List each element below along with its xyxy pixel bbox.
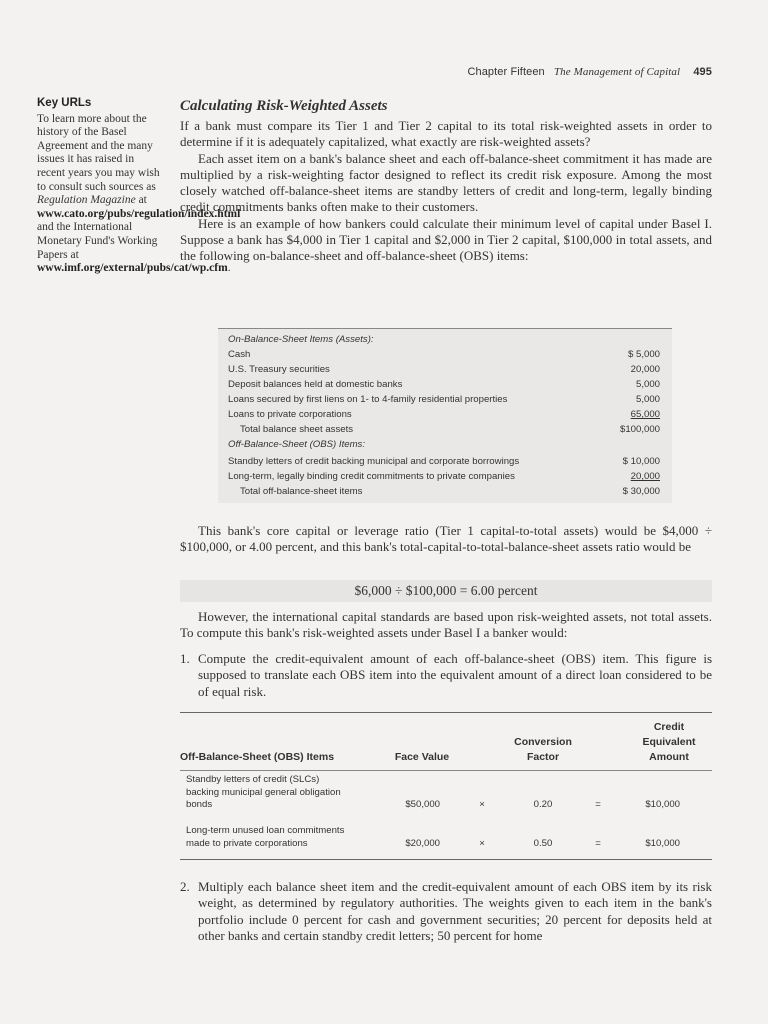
obs-item-name [186, 774, 376, 812]
column-header-factor: Factor [526, 751, 560, 763]
table-row [228, 347, 660, 362]
running-head [467, 66, 712, 78]
book-title: The Management of Capital [553, 66, 681, 78]
list-text: Multiply each balance sheet item and the credit-equivalent amount of each OBS item by its risk weight, as determined by regulatory authorities. The weights given to each item in the bank's portfolio include 0 percent for cash and government securities; 20 percent for deposits held at other banks and certain standby credit letters; 50 percent for home [198, 879, 712, 943]
column-header-conversion: Conversion [514, 736, 572, 748]
obs-item-line: Standby letters of credit (SLCs) [186, 774, 320, 785]
table-divider [180, 770, 712, 771]
item-value: 20,000 [630, 364, 660, 375]
obs-item-line: Long-term unused loan commitments [186, 825, 345, 836]
list-item [180, 879, 712, 944]
margin-note-text: . [227, 262, 231, 275]
face-value-cell: $50,000 [405, 799, 440, 810]
total-value: $100,000 [619, 424, 660, 435]
credit-equivalent-cell: $10,000 [645, 838, 680, 849]
item-value: 20,000 [630, 471, 660, 482]
ratio-paragraph-block [180, 523, 712, 556]
multiply-sign: × [479, 799, 485, 810]
item-value: 5,000 [635, 394, 660, 405]
url-link[interactable]: www.cato.org/pubs/regulation/index.html [37, 207, 241, 220]
paragraph: This bank's core capital or leverage ratio (Tier 1 capital-to-total assets) would be $4,000 ÷ $100,000, or 4.00 percent, and this bank's total-capital-to-total-balance-sheet assets ratio would be [180, 523, 712, 555]
table-header-row [228, 332, 660, 347]
obs-item-line: bonds [186, 799, 213, 810]
obs-item-line: backing municipal general obligation [186, 786, 341, 798]
margin-note-text: and the International Monetary Fund's Working Papers at [37, 221, 158, 261]
equals-sign: = [595, 799, 601, 810]
margin-note-text: To learn more about the history of the Basel Agreement and the many issues it has raised in recent years you may wish to consult such sources as [37, 112, 160, 193]
total-value: $ 30,000 [622, 486, 660, 497]
key-urls-margin-note [37, 97, 241, 276]
total-label: Total off-balance-sheet items [240, 486, 363, 497]
item-value: 65,000 [630, 409, 660, 420]
url-link[interactable]: www.imf.org/external/pubs/cat/wp.cfm [37, 262, 228, 275]
paragraph: If a bank must compare its Tier 1 and Tier 2 capital to its total risk-weighted assets in order to determine if it is adequately capitalized, what exactly are risk-weighted assets? [180, 118, 712, 150]
list-text: Compute the credit-equivalent amount of each off-balance-sheet (OBS) item. This figure is supposed to translate each OBS item into the equivalent amount of a direct loan considered to be of equal risk. [198, 651, 712, 699]
obs-credit-equivalent-table [180, 712, 712, 860]
column-header-items: Off-Balance-Sheet (OBS) Items [180, 751, 335, 763]
item-label: Deposit balances held at domestic banks [228, 379, 403, 390]
obs-item-line: made to private corporations [186, 837, 308, 849]
item-label: U.S. Treasury securities [228, 364, 330, 375]
paragraph: Here is an example of how bankers could calculate their minimum level of capital under Basel I. Suppose a bank has $4,000 in Tier 1 capital and $2,000 in Tier 2 capital, $100,000 in total assets, and the following on-balance-sheet and off-balance-sheet (OBS) items: [180, 215, 712, 264]
obs-item-name [186, 825, 376, 850]
conversion-factor-cell: 0.50 [533, 838, 553, 849]
balance-sheet-table [218, 328, 672, 503]
section-title: Calculating Risk-Weighted Assets [180, 98, 388, 114]
chapter-label: Chapter Fifteen [467, 66, 545, 78]
column-header-credit: Credit [653, 721, 685, 733]
column-header-face: Face Value [394, 751, 450, 763]
total-label: Total balance sheet assets [240, 424, 354, 435]
list-number: 1. [180, 651, 190, 666]
table-total-row [228, 484, 660, 499]
item-value: 5,000 [635, 379, 660, 390]
table-row [228, 469, 660, 484]
on-balance-header: On-Balance-Sheet Items (Assets): [228, 334, 374, 345]
list-number: 2. [180, 879, 190, 894]
off-balance-header: Off-Balance-Sheet (OBS) Items: [228, 439, 366, 450]
basel-paragraph-block [180, 609, 712, 642]
section-body [180, 98, 712, 265]
paragraph: However, the international capital standards are based upon risk-weighted assets, not total assets. To compute this bank's risk-weighted assets under Basel I a banker would: [180, 609, 712, 641]
margin-note-italic: Regulation Magazine [37, 194, 136, 207]
multiply-sign: × [479, 838, 485, 849]
item-label: Cash [228, 349, 251, 360]
item-value: $ 10,000 [622, 456, 660, 467]
table-row [228, 407, 660, 422]
item-label: Standby letters of credit backing municipal and corporate borrowings [228, 456, 520, 467]
item-label: Long-term, legally binding credit commitments to private companies [228, 471, 515, 482]
table-total-row [228, 422, 660, 437]
column-header-amount: Amount [649, 751, 689, 763]
item-label: Loans to private corporations [228, 409, 352, 420]
table-row [228, 362, 660, 377]
column-header-equivalent: Equivalent [642, 736, 696, 748]
equation: $6,000 ÷ $100,000 = 6.00 percent [180, 580, 712, 602]
face-value-cell: $20,000 [405, 838, 440, 849]
table-header-row [228, 437, 660, 452]
table-row [228, 377, 660, 392]
equals-sign: = [595, 838, 601, 849]
table-row [228, 454, 660, 469]
conversion-factor-cell: 0.20 [533, 799, 553, 810]
paragraph: Each asset item on a bank's balance sheet and each off-balance-sheet commitment it has made are multiplied by a risk-weighting factor designed to reflect its credit risk exposure. Among the most closely watched off-balance-sheet items are standby letters of credit and long-term, legally binding credit commitments banks often make to their customers. [180, 150, 712, 215]
page-number: 495 [693, 66, 712, 78]
table-row [228, 392, 660, 407]
list-item [180, 651, 712, 700]
credit-equivalent-cell: $10,000 [645, 799, 680, 810]
margin-note-heading: Key URLs [37, 97, 92, 109]
item-value: $ 5,000 [627, 349, 660, 360]
margin-note-text: at [135, 194, 147, 207]
item-label: Loans secured by first liens on 1- to 4-family residential properties [228, 394, 508, 405]
